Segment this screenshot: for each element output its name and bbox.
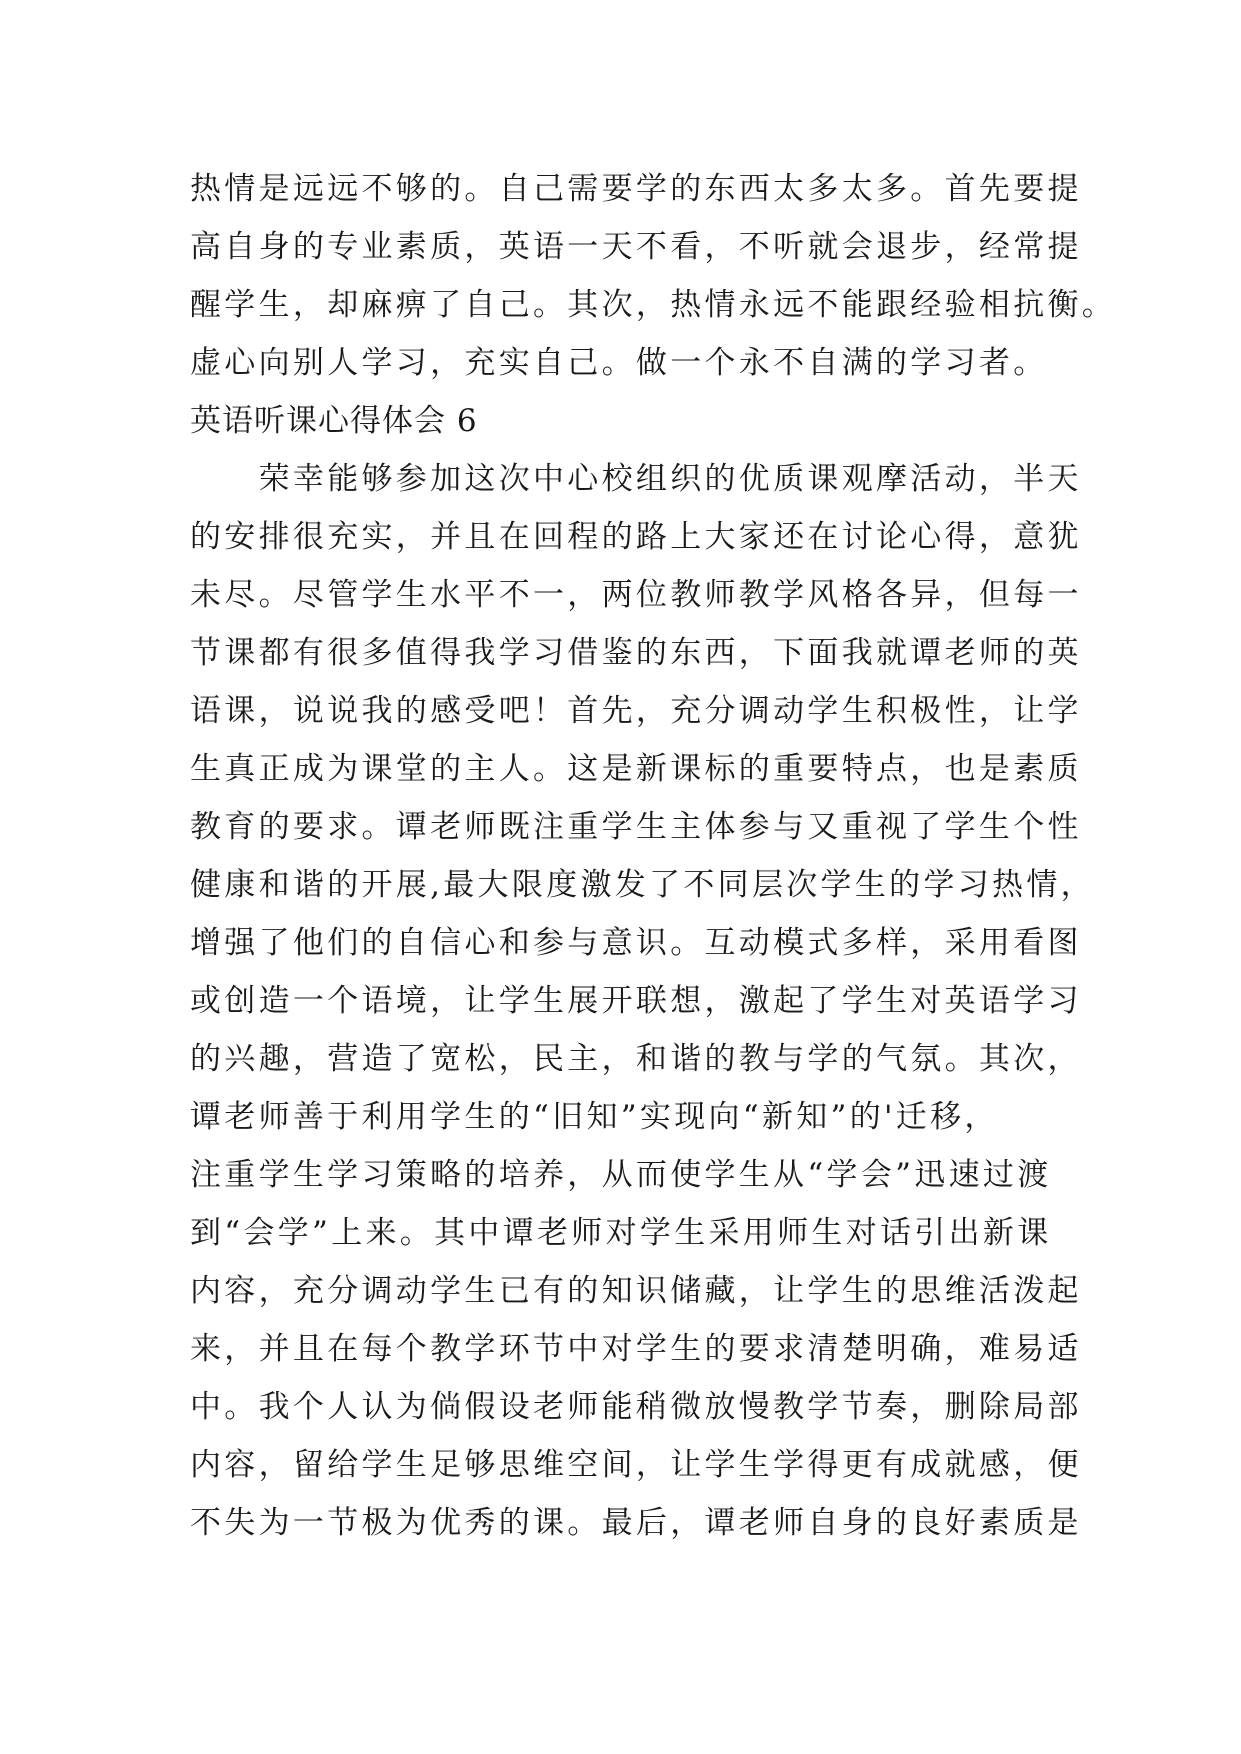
text-line: 增强了他们的自信心和参与意识。互动模式多样，采用看图	[190, 925, 1082, 961]
text-line: 的安排很充实，并且在回程的路上大家还在讨论心得，意犹	[190, 519, 1082, 555]
text-line: 注重学生学习策略的培养，从而使学生从“学会”迅速过渡	[190, 1157, 1052, 1193]
text-line: 来，并且在每个教学环节中对学生的要求清楚明确，难易适	[190, 1331, 1082, 1367]
text-line: 热情是远远不够的。自己需要学的东西太多太多。首先要提	[190, 171, 1082, 207]
text-line: 高自身的专业素质，英语一天不看，不听就会退步，经常提	[190, 229, 1082, 265]
text-line: 内容，留给学生足够思维空间，让学生学得更有成就感，便	[190, 1447, 1082, 1483]
text-line: 谭老师善于利用学生的“旧知”实现向“新知”的'迁移，	[190, 1099, 999, 1135]
text-line: 节课都有很多值得我学习借鉴的东西，下面我就谭老师的英	[190, 635, 1082, 671]
text-line: 的兴趣，营造了宽松，民主，和谐的教与学的气氛。其次，	[190, 1041, 1082, 1077]
text-line: 荣幸能够参加这次中心校组织的优质课观摩活动，半天	[190, 461, 1082, 497]
text-line: 内容，充分调动学生已有的知识储藏，让学生的思维活泼起	[190, 1273, 1082, 1309]
document-body	[190, 160, 1117, 1552]
text-line: 生真正成为课堂的主人。这是新课标的重要特点，也是素质	[190, 751, 1082, 787]
text-line: 语课，说说我的感受吧！首先，充分调动学生积极性，让学	[190, 693, 1082, 729]
text-line: 不失为一节极为优秀的课。最后，谭老师自身的良好素质是	[190, 1505, 1082, 1541]
text-line: 醒学生，却麻痹了自己。其次，热情永远不能跟经验相抗衡。	[190, 287, 1117, 323]
text-line: 或创造一个语境，让学生展开联想，激起了学生对英语学习	[190, 983, 1082, 1019]
text-line: 到“会学”上来。其中谭老师对学生采用师生对话引出新课	[190, 1215, 1052, 1251]
text-line: 未尽。尽管学生水平不一，两位教师教学风格各异，但每一	[190, 577, 1082, 613]
text-line: 中。我个人认为倘假设老师能稍微放慢教学节奏，删除局部	[190, 1389, 1082, 1425]
text-line: 教育的要求。谭老师既注重学生主体参与又重视了学生个性	[190, 809, 1082, 845]
text-line: 虚心向别人学习，充实自己。做一个永不自满的学习者。	[190, 345, 1048, 381]
text-line: 健康和谐的开展,最大限度激发了不同层次学生的学习热情，	[190, 867, 1095, 903]
section-heading: 英语听课心得体会 6	[190, 403, 478, 439]
